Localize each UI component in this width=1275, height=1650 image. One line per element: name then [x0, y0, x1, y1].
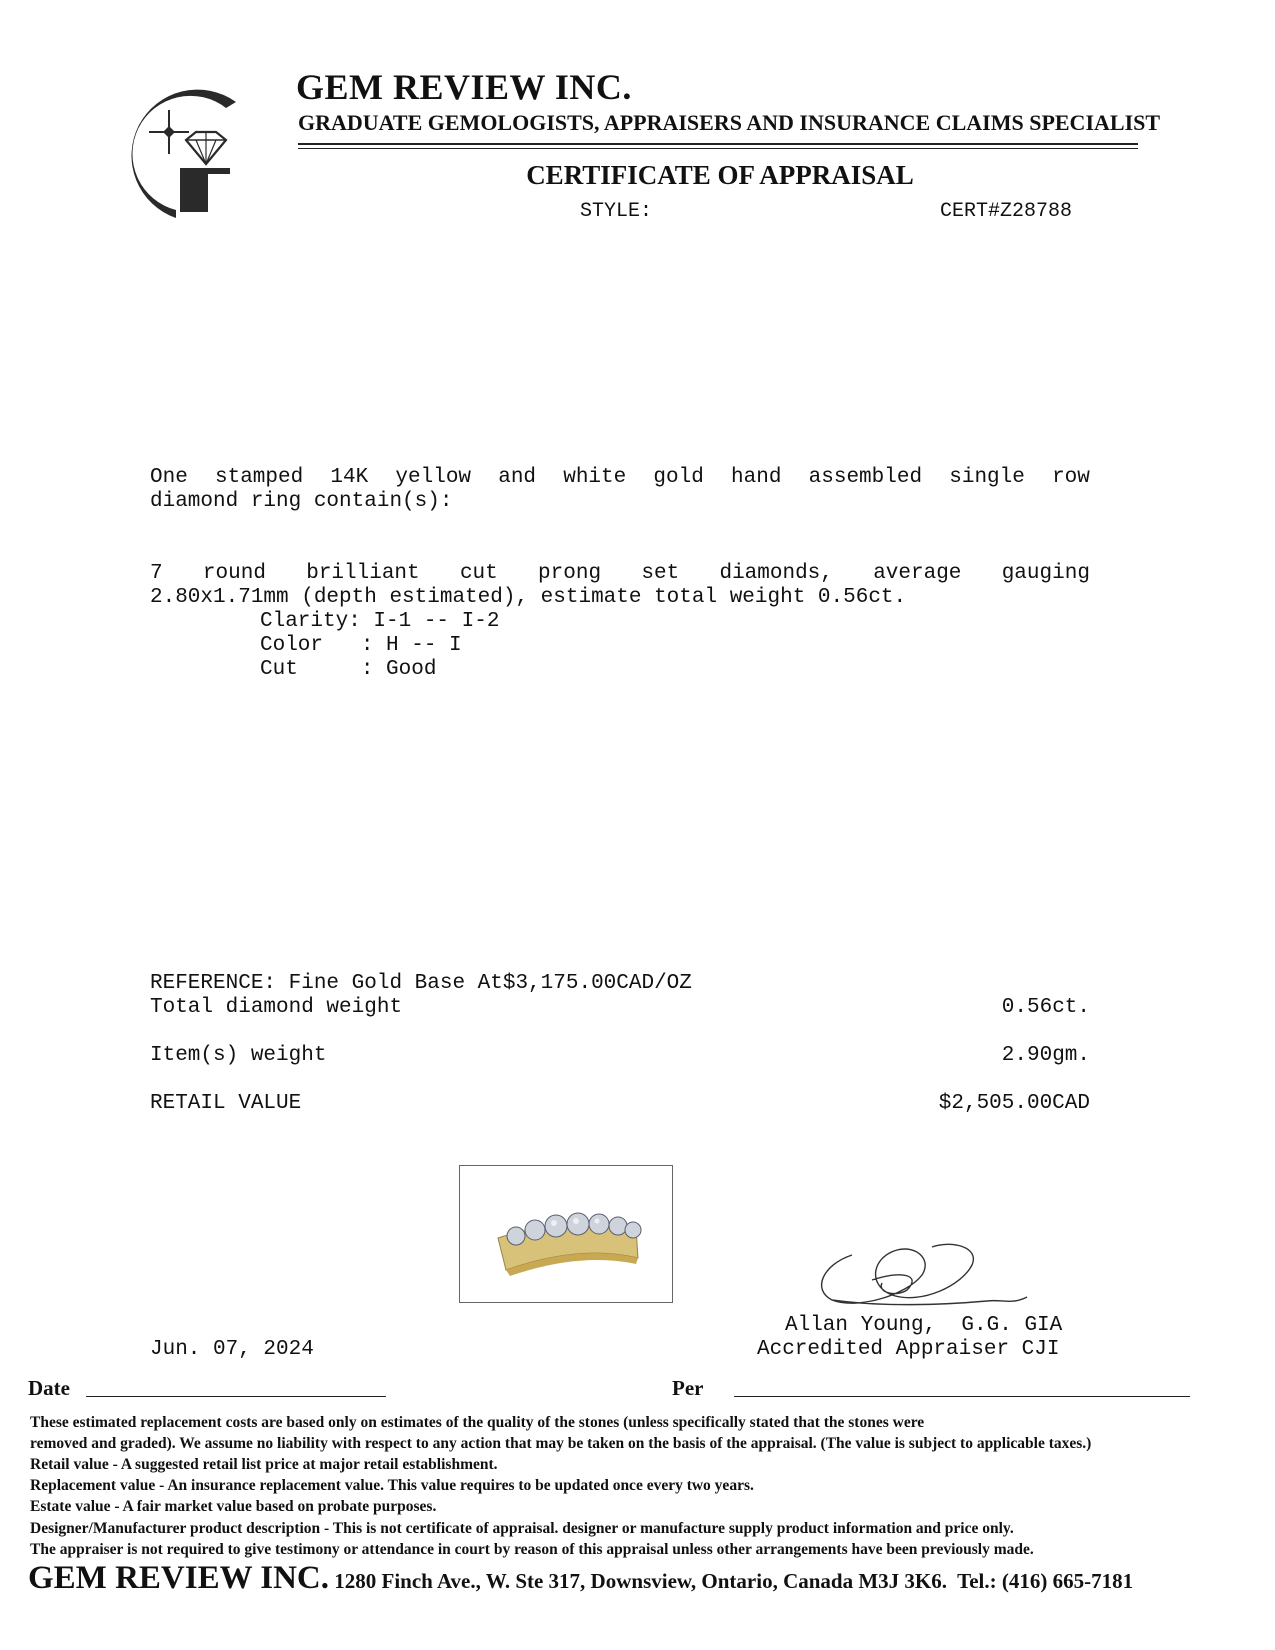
valuation-value: 2.90gm. [1001, 1044, 1090, 1067]
company-logo [108, 72, 243, 222]
item-description-line-2: diamond ring contain(s): [150, 490, 453, 513]
stones-word: average [873, 562, 962, 585]
valuation-row [150, 1092, 1090, 1115]
valuation-label: Item(s) weight [150, 1044, 327, 1067]
desc-word: and [498, 466, 537, 489]
desc-word: 14K [330, 466, 369, 489]
stones-description-line-1 [150, 562, 1090, 585]
disclaimer-line: Designer/Manufacturer product description - This is not certificate of appraisal. designer or manufacture supply product information and price only. [30, 1520, 1014, 1537]
grade-cut: Cut : Good [260, 658, 437, 681]
desc-word: hand [731, 466, 782, 489]
stones-word: 7 [150, 562, 163, 585]
desc-word: single [949, 466, 1025, 489]
grade-color: Color : H -- I [260, 634, 462, 657]
stones-word: cut [459, 562, 498, 585]
stones-word: round [202, 562, 266, 585]
desc-word: One [150, 466, 188, 489]
footer-address: 1280 Finch Ave., W. Ste 317, Downsview, Ontario, Canada M3J 3K6. Tel.: (416) 665-7181 [329, 1569, 1134, 1593]
disclaimer-line: These estimated replacement costs are based only on estimates of the quality of the stones (unless specifically stated that the stones were [30, 1414, 925, 1431]
valuation-label: Total diamond weight [150, 996, 403, 1019]
valuation-label: RETAIL VALUE [150, 1092, 302, 1115]
per-label: Per [672, 1376, 704, 1400]
stones-word: gauging [1001, 562, 1090, 585]
item-description-line-1 [150, 466, 1090, 489]
disclaimer-line: Replacement value - An insurance replacement value. This value requires to be updated once every two years. [30, 1477, 754, 1494]
date-field-line [86, 1396, 386, 1397]
stones-word: brilliant [306, 562, 420, 585]
desc-word: assembled [808, 466, 923, 489]
signer-name: Allan Young, G.G. GIA [785, 1314, 1063, 1337]
desc-word: stamped [215, 466, 304, 489]
date-label: Date [28, 1376, 70, 1400]
desc-word: white [563, 466, 627, 489]
appraisal-date: Jun. 07, 2024 [150, 1338, 314, 1361]
header-divider [298, 143, 1138, 145]
stones-description-line-2: 2.80x1.71mm (depth estimated), estimate total weight 0.56ct. [150, 586, 907, 609]
desc-word: row [1052, 466, 1090, 489]
valuation-row [150, 1044, 1090, 1067]
valuation-value: $2,505.00CAD [938, 1092, 1090, 1115]
desc-word: yellow [395, 466, 472, 489]
disclaimer-line: Retail value - A suggested retail list price at major retail establishment. [30, 1456, 498, 1473]
cert-number: CERT#Z28788 [940, 200, 1073, 223]
stones-word: set [641, 562, 680, 585]
ring-photo [459, 1165, 673, 1303]
grade-clarity: Clarity: I-1 -- I-2 [260, 610, 500, 633]
stones-word: diamonds, [719, 562, 833, 585]
company-name: GEM REVIEW INC. [296, 67, 632, 107]
header-divider [298, 148, 1138, 149]
ring-icon [460, 1166, 672, 1302]
appraiser-signature [812, 1235, 1042, 1315]
disclaimer-line: removed and graded). We assume no liability with respect to any action that may be taken on the basis of the appraisal. (The value is subject to applicable taxes.) [30, 1435, 1092, 1452]
footer-company-name: GEM REVIEW INC. [28, 1560, 330, 1596]
disclaimer-line: The appraiser is not required to give testimony or attendance in court by reason of this appraisal unless other arrangements have been previously made. [30, 1541, 1034, 1558]
certificate-title: CERTIFICATE OF APPRAISAL [526, 160, 914, 190]
per-field-line [734, 1396, 1190, 1397]
style-label: STYLE: [580, 200, 653, 223]
disclaimer-line: Estate value - A fair market value based on probate purposes. [30, 1498, 437, 1515]
stones-word: prong [538, 562, 602, 585]
gold-reference: REFERENCE: Fine Gold Base At$3,175.00CAD/OZ [150, 972, 692, 995]
signer-title: Accredited Appraiser CJI [757, 1338, 1060, 1361]
valuation-row [150, 996, 1090, 1019]
company-tagline: GRADUATE GEMOLOGISTS, APPRAISERS AND INSURANCE CLAIMS SPECIALIST [298, 110, 1161, 135]
valuation-value: 0.56ct. [1001, 996, 1090, 1019]
footer [28, 1560, 1133, 1597]
desc-word: gold [653, 466, 704, 489]
